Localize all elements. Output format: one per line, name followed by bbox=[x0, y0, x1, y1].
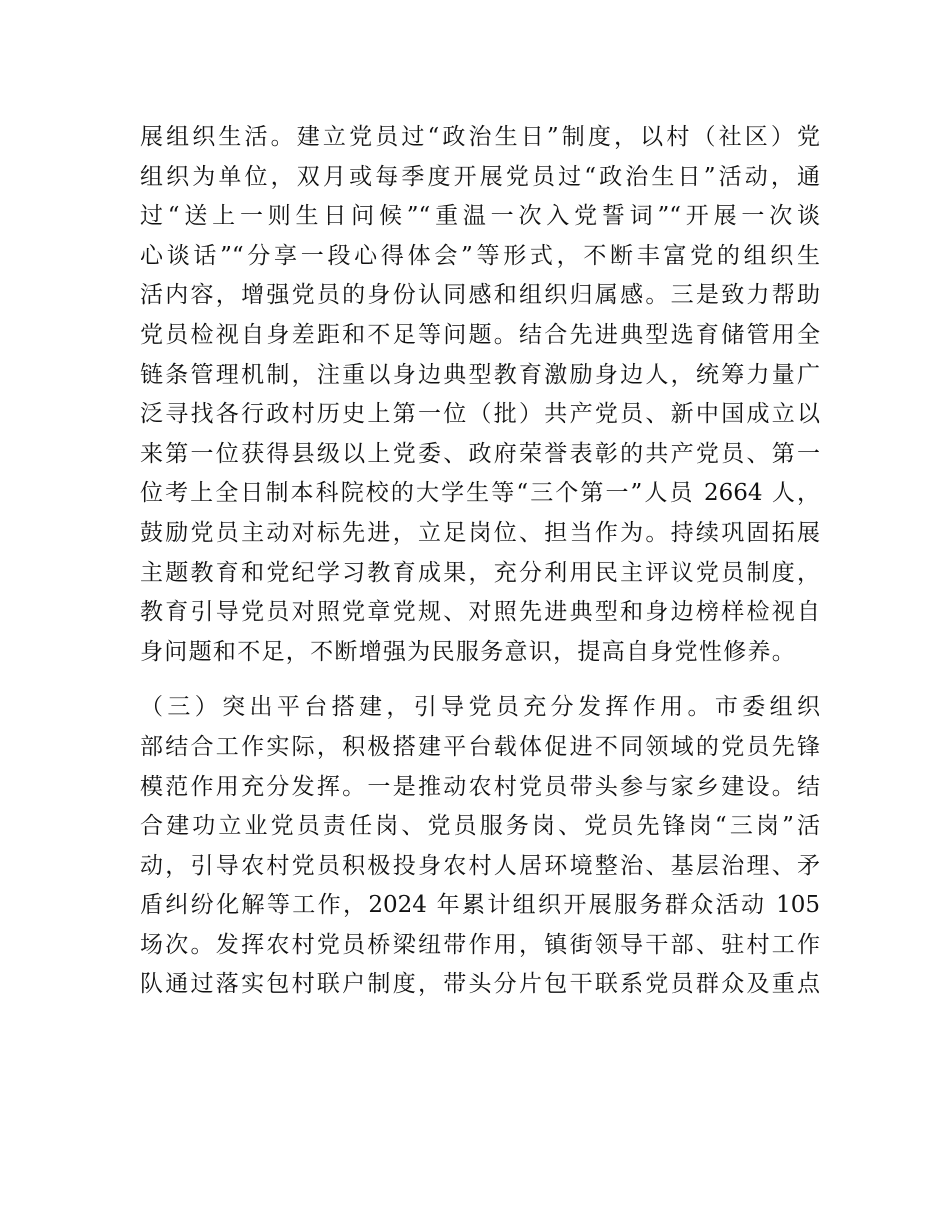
text-line: 鼓励党员主动对标先进，立足岗位、担当作为。持续巩固拓展 bbox=[140, 519, 820, 546]
text-line: 展组织生活。建立党员过“政治生日”制度，以村（社区）党 bbox=[140, 124, 820, 150]
text-line: （三）突出平台搭建，引导党员充分发挥作用。市委组织 bbox=[140, 694, 820, 721]
text-line: 主题教育和党纪学习教育成果，充分利用民主评议党员制度， bbox=[140, 559, 820, 586]
paragraph-1 bbox=[140, 118, 820, 672]
text-line: 队通过落实包村联户制度，带头分片包干联系党员群众及重点 bbox=[140, 971, 820, 998]
text-line: 泛寻找各行政村历史上第一位（批）共产党员、新中国成立以 bbox=[140, 401, 820, 428]
text-line: 组织为单位，双月或每季度开展党员过“政治生日”活动，通 bbox=[140, 163, 820, 190]
text-line: 盾纠纷化解等工作，2024 年累计组织开展服务群众活动 105 bbox=[140, 892, 820, 919]
text-line: 合建功立业党员责任岗、党员服务岗、党员先锋岗“三岗”活 bbox=[140, 813, 820, 840]
text-line: 场次。发挥农村党员桥梁纽带作用，镇街领导干部、驻村工作 bbox=[140, 931, 820, 958]
body-text bbox=[140, 118, 820, 1005]
text-line: 教育引导党员对照党章党规、对照先进典型和身边榜样检视自 bbox=[140, 599, 820, 626]
paragraph-spacer bbox=[140, 672, 820, 688]
text-line: 身问题和不足，不断增强为民服务意识，提高自身党性修养。 bbox=[140, 638, 797, 665]
text-line: 模范作用充分发挥。一是推动农村党员带头参与家乡建设。结 bbox=[140, 773, 820, 800]
text-line: 心谈话”“分享一段心得体会”等形式，不断丰富党的组织生 bbox=[140, 242, 820, 269]
text-line: 动，引导农村党员积极投身农村人居环境整治、基层治理、矛 bbox=[140, 852, 820, 879]
paragraph-2 bbox=[140, 688, 820, 1005]
text-line: 党员检视自身差距和不足等问题。结合先进典型选育储管用全 bbox=[140, 321, 820, 348]
text-line: 过“送上一则生日问候”“重温一次入党誓词”“开展一次谈 bbox=[140, 203, 820, 230]
text-line: 部结合工作实际，积极搭建平台载体促进不同领域的党员先锋 bbox=[140, 733, 820, 760]
text-line: 链条管理机制，注重以身边典型教育激励身边人，统筹力量广 bbox=[140, 361, 820, 388]
text-line: 位考上全日制本科院校的大学生等“三个第一”人员 2664 人， bbox=[140, 480, 820, 507]
text-line: 来第一位获得县级以上党委、政府荣誉表彰的共产党员、第一 bbox=[140, 440, 820, 467]
text-line: 活内容，增强党员的身份认同感和组织归属感。三是致力帮助 bbox=[140, 282, 820, 309]
